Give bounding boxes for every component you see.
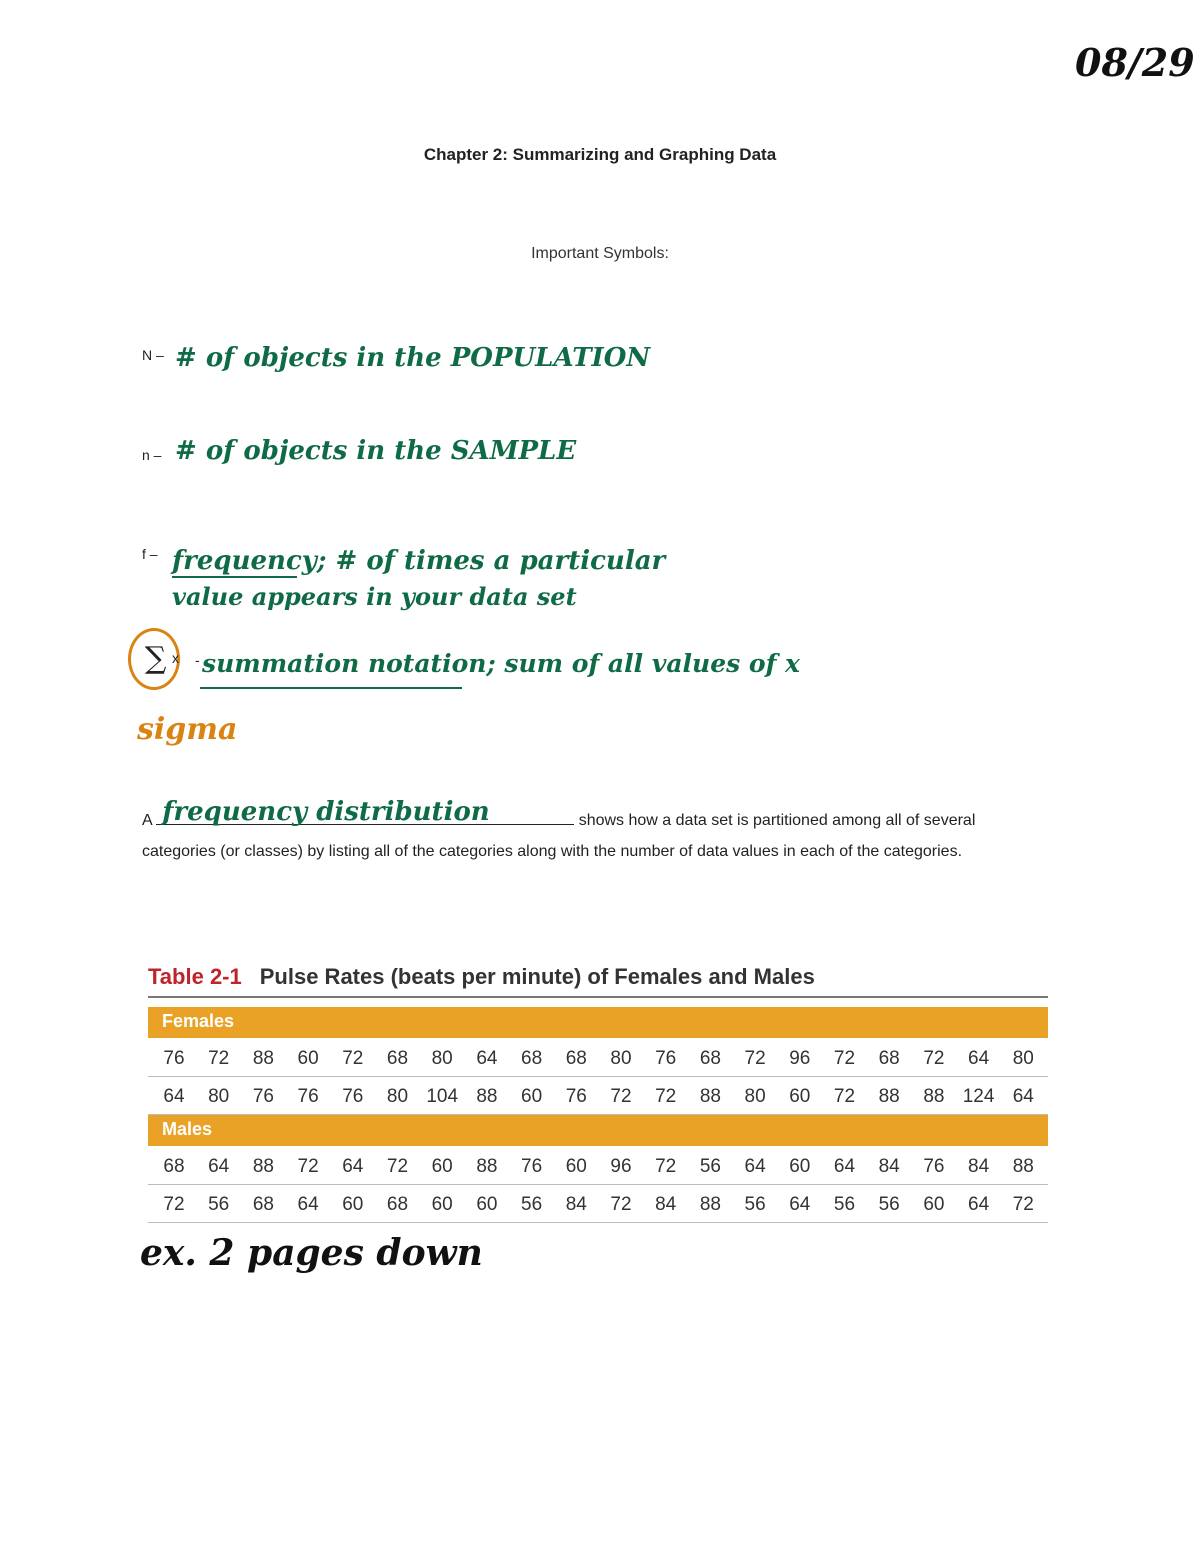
table-caption: Pulse Rates (beats per minute) of Females and Males [259,964,815,989]
table-cell: 56 [521,1194,543,1215]
table-cell: 72 [342,1048,364,1069]
table-cell: 68 [565,1048,587,1069]
definition-prefix: A [142,812,152,829]
table-row-rule [148,1222,1048,1223]
table-cell: 80 [431,1048,453,1069]
table-row [148,1150,1048,1184]
table-cell: 88 [476,1156,498,1177]
symbol-f-note-line1: frequency; # of times a particular [172,546,666,576]
table-cell: 88 [923,1086,945,1107]
table-title-rule [148,996,1048,998]
symbol-N-note: # of objects in the POPULATION [175,343,651,373]
table-cell: 72 [610,1086,632,1107]
table-cell: 88 [476,1086,498,1107]
table-cell: 72 [610,1194,632,1215]
definition-blank [156,797,574,827]
table-cell: 88 [252,1048,274,1069]
table-cell: 88 [1012,1156,1034,1177]
table-row [148,1042,1048,1076]
table-cell: 60 [521,1086,543,1107]
symbol-sigma-note: summation notation; sum of all values of x [202,649,800,678]
table-cell: 76 [521,1156,543,1177]
table-cell: 76 [297,1086,319,1107]
table-cell: 84 [655,1194,677,1215]
table-cell: 68 [386,1194,409,1215]
table-cell: 56 [744,1194,766,1215]
sigma-annotation: sigma [137,712,238,747]
table-cell: 72 [744,1048,766,1069]
table-cell: 64 [163,1086,185,1107]
table-cell: 60 [789,1086,811,1107]
table-cell: 68 [252,1194,274,1215]
table-cell: 64 [968,1048,990,1069]
table-cell: 96 [789,1048,811,1069]
table-cell: 60 [923,1194,945,1215]
table-cell: 60 [789,1156,811,1177]
table-row-rule [148,1184,1048,1185]
table-cell: 56 [699,1156,721,1177]
table-cell: 60 [342,1194,364,1215]
table-cell: 64 [297,1194,319,1215]
table-cell: 68 [878,1048,900,1069]
table-cell: 72 [1012,1194,1034,1215]
table-cell: 64 [789,1194,811,1215]
table-cell: 64 [833,1156,856,1177]
table-cell: 64 [476,1048,498,1069]
table-cell: 96 [610,1156,632,1177]
table-cell: 80 [1012,1048,1034,1069]
table-cell: 76 [342,1086,364,1107]
table-cell: 72 [833,1048,856,1069]
table-cell: 68 [163,1156,185,1177]
summation-underline [200,687,462,689]
table-cell: 104 [426,1086,459,1107]
table-number: Table 2-1 [148,964,242,989]
symbol-n-label: n – [142,447,162,463]
table-cell: 80 [208,1086,230,1107]
symbol-n-note: # of objects in the SAMPLE [175,436,577,466]
sigma-dash: - [195,652,200,668]
handwritten-date: 08/29 [1075,40,1195,85]
table-cell: 88 [699,1194,721,1215]
sigma-variable: x [172,650,179,666]
table-cell: 88 [699,1086,721,1107]
table-cell: 72 [208,1048,230,1069]
table-cell: 64 [744,1156,766,1177]
table-cell: 72 [386,1156,409,1177]
table-cell: 72 [655,1086,677,1107]
table-cell: 72 [833,1086,856,1107]
table-row [148,1080,1048,1114]
table-cell: 56 [208,1194,230,1215]
definition-answer: frequency distribution [162,797,490,827]
frequency-underline [172,576,297,578]
table-cell: 72 [655,1156,677,1177]
symbol-N-label: N – [142,347,164,363]
table-cell: 80 [744,1086,766,1107]
table-cell: 76 [923,1156,945,1177]
definition-paragraph [142,797,1052,867]
table-cell: 64 [342,1156,364,1177]
handwritten-footnote: ex. 2 pages down [140,1232,483,1274]
table-cell: 88 [252,1156,274,1177]
table-group-label: Females [162,1011,235,1031]
table-row-rule [148,1076,1048,1077]
symbols-heading: Important Symbols: [531,245,669,262]
table-cell: 64 [208,1156,230,1177]
table-cell: 88 [878,1086,900,1107]
table-cell: 60 [476,1194,498,1215]
table-cell: 80 [610,1048,632,1069]
symbol-f-note-line2: value appears in your data set [172,582,577,611]
table-group-band [148,1007,1048,1038]
table-cell: 60 [431,1156,453,1177]
table-title [148,964,815,990]
table-cell: 60 [297,1048,319,1069]
sigma-icon: ∑ [145,641,167,676]
table-cell: 72 [297,1156,319,1177]
symbol-f-label: f – [142,546,158,562]
table-cell: 68 [699,1048,721,1069]
table-group-label: Males [162,1119,213,1139]
table-cell: 76 [163,1048,185,1069]
table-group-band [148,1115,1048,1146]
table-cell: 72 [163,1194,185,1215]
table-cell: 64 [1012,1086,1034,1107]
table-cell: 84 [878,1156,900,1177]
table-cell: 76 [565,1086,587,1107]
table-cell: 60 [431,1194,453,1215]
table-cell: 56 [833,1194,856,1215]
table-cell: 124 [962,1086,995,1107]
table-cell: 68 [386,1048,409,1069]
table-cell: 80 [386,1086,409,1107]
table-cell: 76 [655,1048,677,1069]
table-cell: 72 [923,1048,945,1069]
definition-text: shows how a data set is partitioned among all of several categories (or classes) by listing all of the categories along with the number of data values in each of the categories. [142,812,976,860]
table-cell: 84 [968,1156,990,1177]
table-cell: 68 [521,1048,543,1069]
table-cell: 60 [565,1156,587,1177]
table-row [148,1188,1048,1222]
table-cell: 56 [878,1194,900,1215]
table-cell: 84 [565,1194,587,1215]
table-cell: 76 [252,1086,274,1107]
table-cell: 64 [968,1194,990,1215]
chapter-title: Chapter 2: Summarizing and Graphing Data [423,145,777,164]
